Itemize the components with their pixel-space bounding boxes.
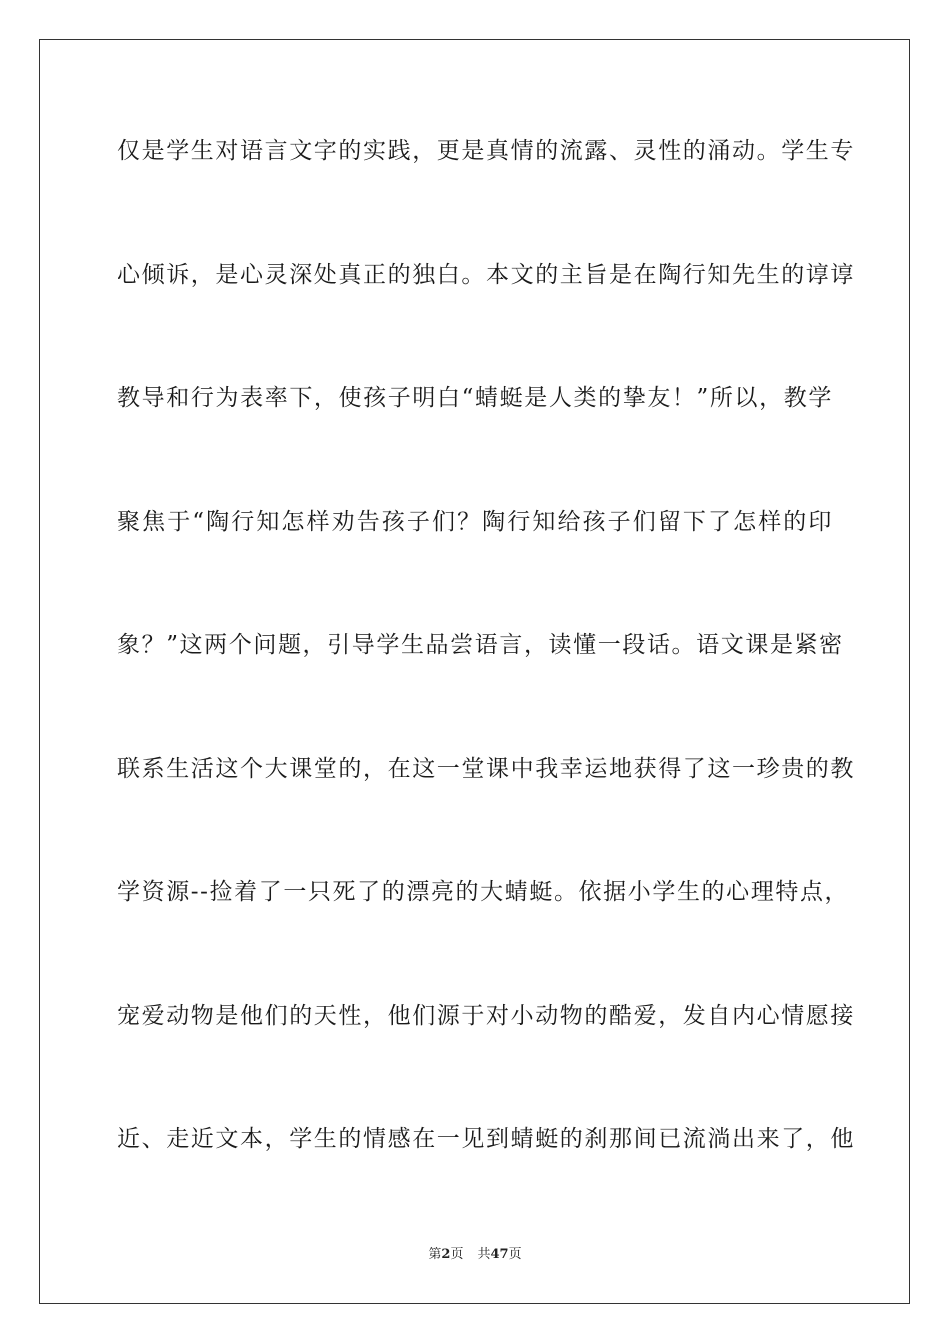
page-footer (0, 1245, 950, 1265)
page-prefix: 第 (428, 1247, 442, 1262)
text-line-1: 仅是学生对语言文字的实践，更是真情的流露、灵性的涌动。学生专 (117, 138, 855, 164)
total-suffix: 页 (508, 1247, 522, 1262)
document-body (117, 128, 855, 1240)
total-pages: 47 (490, 1247, 509, 1262)
text-line-4: 聚焦于“陶行知怎样劝告孩子们？陶行知给孩子们留下了怎样的印 (117, 508, 833, 535)
total-prefix: 共 (477, 1247, 491, 1262)
text-line-8: 宠爱动物是他们的天性，他们源于对小动物的酷爱，发自内心情愿接 (117, 1002, 855, 1029)
text-line-2: 心倾诉，是心灵深处真正的独白。本文的主旨是在陶行知先生的谆谆 (117, 261, 855, 288)
text-line-7: 学资源--捡着了一只死了的漂亮的大蜻蜓。依据小学生的心理特点， (117, 879, 850, 905)
text-line-3: 教导和行为表率下，使孩子明白“蜻蜓是人类的挚友！”所以，教学 (117, 385, 833, 411)
text-line-5: 象？”这两个问题，引导学生品尝语言，读懂一段话。语文课是紧密 (117, 632, 844, 658)
text-line-6: 联系生活这个大课堂的，在这一堂课中我幸运地获得了这一珍贵的教 (117, 755, 855, 782)
text-line-9: 近、走近文本，学生的情感在一见到蜻蜓的刹那间已流淌出来了，他 (117, 1126, 855, 1152)
page-suffix: 页 (450, 1247, 464, 1262)
page-number: 2 (441, 1247, 451, 1262)
